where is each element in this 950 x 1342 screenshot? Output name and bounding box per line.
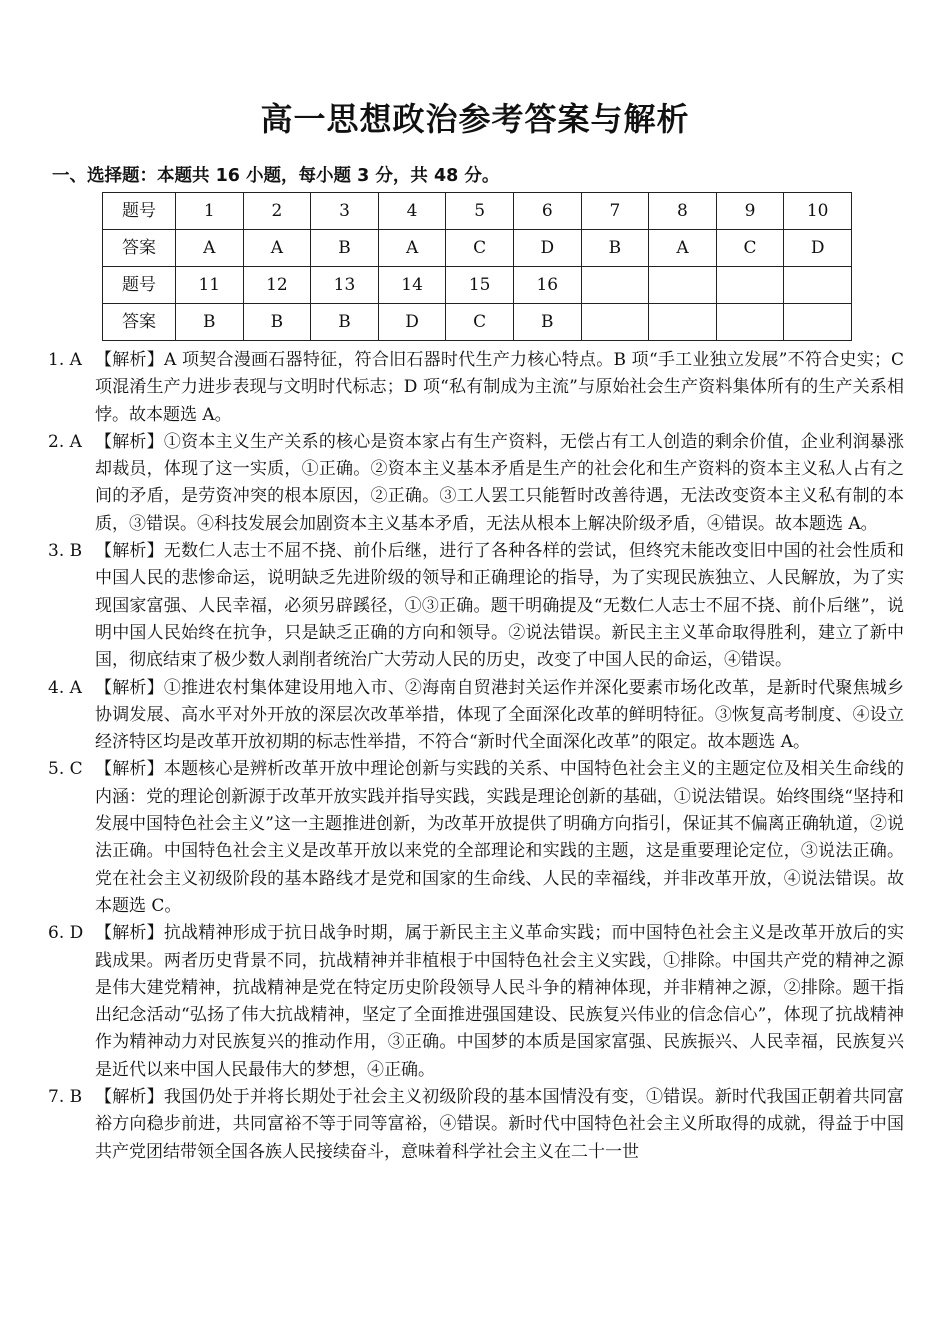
answer-cell: D (784, 230, 852, 267)
row-header-cell: 答案 (103, 230, 176, 267)
answer-cell: 14 (378, 267, 446, 304)
question-answer-label: 5. C (48, 759, 83, 780)
explanation-list (48, 347, 904, 1166)
answer-cell: D (378, 304, 446, 341)
explanation-text: 【解析】A 项契合漫画石器特征，符合旧石器时代生产力核心特点。B 项“手工业独立发展”不符合史实；C 项混淆生产力进步表现与文明时代标志；D 项“私有制成为主流”与原始社会生产资料集体所有的生产关系相悖。故本题选 A。 (95, 350, 904, 425)
explanation-item (48, 920, 904, 1084)
answer-cell: 15 (446, 267, 514, 304)
answer-cell: A (243, 230, 311, 267)
explanation-text: 【解析】①资本主义生产关系的核心是资本家占有生产资料，无偿占有工人创造的剩余价值，企业利润暴涨却裁员，体现了这一实质，①正确。②资本主义基本矛盾是生产的社会化和生产资料的资本主义私人占有之间的矛盾，是劳资冲突的根本原因，②正确。③工人罢工只能暂时改善待遇，无法改变资本主义私有制的本质，③错误。④科技发展会加剧资本主义基本矛盾，无法从根本上解决阶级矛盾，④错误。故本题选 A。 (95, 431, 904, 534)
answer-cell: 16 (513, 267, 581, 304)
answer-cell (581, 304, 649, 341)
explanation-text: 【解析】本题核心是辨析改革开放中理论创新与实践的关系、中国特色社会主义的主题定位及相关生命线的内涵：党的理论创新源于改革开放实践并指导实践，实践是理论创新的基础，①说法错误。始终围绕“坚持和发展中国特色社会主义”这一主题推进创新，为改革开放提供了明确方向指引，保证其不偏离正确轨道，②说法正确。中国特色社会主义是改革开放以来党的全部理论和实践的主题，这是重要理论定位，③说法正确。党在社会主义初级阶段的基本路线才是党和国家的生命线、人民的幸福线，并非改革开放，④说法错误。故本题选 C。 (95, 759, 904, 916)
answer-table-row (103, 193, 852, 230)
answer-cell: 4 (378, 193, 446, 230)
answer-cell: B (311, 304, 379, 341)
answer-table (102, 192, 852, 341)
explanation-item (48, 1084, 904, 1166)
explanation-item (48, 675, 904, 757)
row-header-cell: 题号 (103, 267, 176, 304)
answer-cell (716, 267, 784, 304)
answer-cell: 11 (176, 267, 244, 304)
answer-cell: C (716, 230, 784, 267)
answer-cell: 7 (581, 193, 649, 230)
explanation-text: 【解析】无数仁人志士不屈不挠、前仆后继，进行了各种各样的尝试，但终究未能改变旧中国的社会性质和中国人民的悲惨命运，说明缺乏先进阶级的领导和正确理论的指导，为了实现民族独立、人民解放，为了实现国家富强、人民幸福，必须另辟蹊径，①③正确。题干明确提及“无数仁人志士不屈不挠、前仆后继”，说明中国人民始终在抗争，只是缺乏正确的方向和领导。②说法错误。新民主主义革命取得胜利，建立了新中国，彻底结束了极少数人剥削者统治广大劳动人民的历史，改变了中国人民的命运，④错误。 (95, 541, 904, 671)
question-answer-label: 6. D (48, 923, 84, 944)
answer-cell: 9 (716, 193, 784, 230)
answer-cell (649, 267, 717, 304)
explanation-item (48, 538, 904, 674)
explanation-item (48, 756, 904, 920)
answer-table-row (103, 267, 852, 304)
question-answer-label: 1. A (48, 350, 82, 370)
answer-cell: A (378, 230, 446, 267)
answer-cell (784, 304, 852, 341)
explanation-text: 【解析】我国仍处于并将长期处于社会主义初级阶段的基本国情没有变，①错误。新时代我国正朝着共同富裕方向稳步前进，共同富裕不等于同等富裕，④错误。新时代中国特色社会主义所取得的成就，得益于中国共产党团结带领全国各族人民接续奋斗，意味着科学社会主义在二十一世 (95, 1087, 904, 1162)
row-header-cell: 题号 (103, 193, 176, 230)
answer-cell (649, 304, 717, 341)
answer-cell: 3 (311, 193, 379, 230)
answer-cell: 8 (649, 193, 717, 230)
answer-cell: 2 (243, 193, 311, 230)
answer-cell: 6 (513, 193, 581, 230)
page-title: 高一思想政治参考答案与解析 (260, 100, 690, 138)
answer-cell: C (446, 304, 514, 341)
question-answer-label: 4. A (48, 677, 82, 698)
answer-cell: B (176, 304, 244, 341)
explanation-item (48, 429, 904, 538)
answer-cell: B (581, 230, 649, 267)
question-answer-label: 2. A (48, 431, 82, 452)
row-header-cell: 答案 (103, 304, 176, 341)
answer-cell: C (446, 230, 514, 267)
answer-cell: B (311, 230, 379, 267)
answer-cell (581, 267, 649, 304)
answer-cell (784, 267, 852, 304)
answer-cell (716, 304, 784, 341)
answer-cell: 5 (446, 193, 514, 230)
answer-cell: 1 (176, 193, 244, 230)
answer-cell: D (513, 230, 581, 267)
section-heading: 一、选择题：本题共 16 小题，每小题 3 分，共 48 分。 (52, 166, 500, 186)
question-answer-label: 7. B (48, 1087, 83, 1108)
answer-cell: A (649, 230, 717, 267)
explanation-text: 【解析】①推进农村集体建设用地入市、②海南自贸港封关运作并深化要素市场化改革，是新时代聚焦城乡协调发展、高水平对外开放的深层次改革举措，体现了全面深化改革的鲜明特征。③恢复高考制度、④设立经济特区均是改革开放初期的标志性举措，不符合“新时代全面深化改革”的限定。故本题选 A。 (95, 677, 904, 753)
answer-cell: B (243, 304, 311, 341)
explanation-text: 【解析】抗战精神形成于抗日战争时期，属于新民主主义革命实践；而中国特色社会主义是改革开放后的实践成果。两者历史背景不同，抗战精神并非植根于中国特色社会主义实践，①排除。中国共产党的精神之源是伟大建党精神，抗战精神是党在特定历史阶段领导人民斗争的精神体现，并非精神之源，②排除。题干指出纪念活动“弘扬了伟大抗战精神，坚定了全面推进强国建设、民族复兴伟业的信念信心”，体现了抗战精神作为精神动力对民族复兴的推动作用，③正确。中国梦的本质是国家富强、民族振兴、人民幸福，民族复兴是近代以来中国人民最伟大的梦想，④正确。 (95, 923, 904, 1080)
answer-cell: 12 (243, 267, 311, 304)
explanation-item (48, 347, 904, 429)
answer-cell: B (513, 304, 581, 341)
answer-cell: A (176, 230, 244, 267)
answer-table-row (103, 230, 852, 267)
answer-cell: 10 (784, 193, 852, 230)
question-answer-label: 3. B (48, 541, 83, 562)
answer-cell: 13 (311, 267, 379, 304)
answer-table-row (103, 304, 852, 341)
